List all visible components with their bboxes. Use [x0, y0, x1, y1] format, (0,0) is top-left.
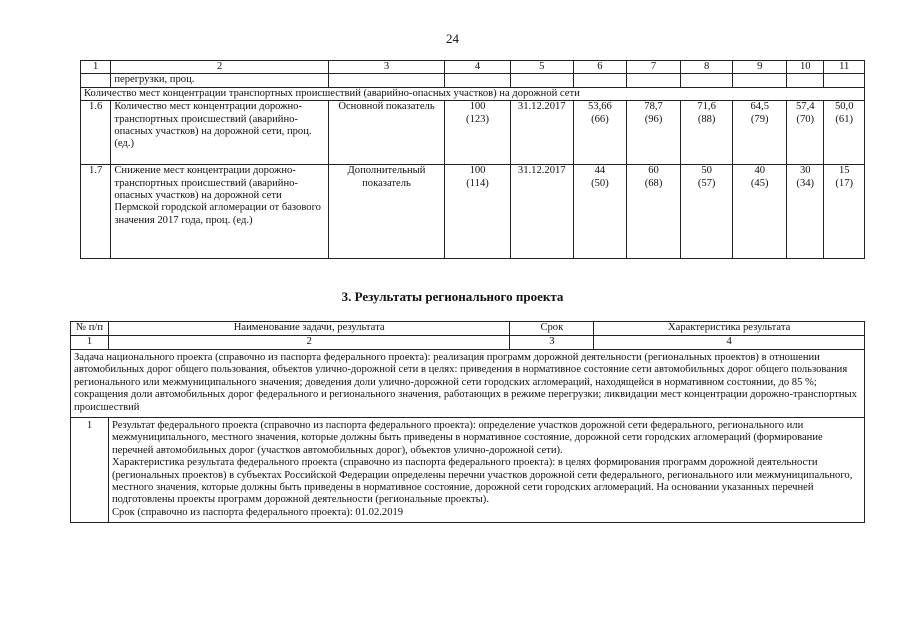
value-cell: 50,0 (61) [824, 101, 865, 165]
continuation-text: перегрузки, проц. [111, 74, 328, 87]
col-number: 2 [108, 336, 509, 350]
indicator-name: Количество мест концентрации дорожно-транспортных происшествий (аварийно-опасных участков) на дорожной сети, проц. (ед.) [111, 101, 328, 165]
value-cell: 40 (45) [733, 165, 787, 259]
value-cell: 57,4 (70) [787, 101, 824, 165]
value-cell: 60 (68) [627, 165, 681, 259]
base-value: 100 (123) [445, 101, 511, 165]
base-value: 100 (114) [445, 165, 511, 259]
result-characteristic: Характеристика результата федерального проекта (справочно из паспорта федерального проекта): в целях формирования программ дорожной деятельности (региональных проектов) в субъектах Российской Федерации определены перечни участков дорожной сети федерального, регионального или межмуниципального, местного значения, которые должны быть приведены в нормативное состояние, дорожной сети городских агломераций. На основании указанных перечней подготовлены проекты программ дорожной деятельности (региональные проекты). [111, 457, 853, 506]
col-number: 11 [824, 61, 865, 74]
col-number: 5 [510, 61, 573, 74]
indicator-type: Дополнительный показатель [328, 165, 444, 259]
col-header: Наименование задачи, результата [108, 322, 509, 336]
task-text: Задача национального проекта (справочно из паспорта федерального проекта): реализация программ дорожной деятельности (региональных проектов) в отношении автомобильных дорог общего пользования, объектов улично-дорожной сети в целях: приведения в нормативное состояние сети автомобильных дорог общего пользования регионального или межмуниципального значения; доведения доли улично-дорожной сети городских агломераций, находящейся в нормативном состоянии, до 85 %; сокращения доли автомобильных дорог федерального и регионального значения, работающих в режиме перегрузки; ликвидации мест концентрации дорожно-транспортных происшествий [71, 350, 865, 418]
column-header-row [71, 322, 865, 336]
base-date: 31.12.2017 [510, 101, 573, 165]
col-header: Срок [510, 322, 594, 336]
column-number-row [81, 61, 865, 74]
value-cell: 50 (57) [680, 165, 733, 259]
col-number: 8 [680, 61, 733, 74]
value-cell: 64,5 (79) [733, 101, 787, 165]
column-number-row [71, 336, 865, 350]
value-cell: 15 (17) [824, 165, 865, 259]
col-number: 1 [81, 61, 111, 74]
table-row [81, 101, 865, 165]
group-title: Количество мест концентрации транспортных происшествий (аварийно-опасных участков) на дорожной сети [81, 87, 865, 100]
col-number: 3 [328, 61, 444, 74]
group-row [81, 87, 865, 100]
value-cell: 44 (50) [573, 165, 627, 259]
result-deadline: Срок (справочно из паспорта федерального проекта): 01.02.2019 [111, 506, 404, 518]
section-title: 3. Результаты регионального проекта [341, 289, 564, 304]
col-number: 9 [733, 61, 787, 74]
col-number: 4 [445, 61, 511, 74]
base-date: 31.12.2017 [510, 165, 573, 259]
value-cell: 78,7 (96) [627, 101, 681, 165]
col-number: 7 [627, 61, 681, 74]
col-number: 10 [787, 61, 824, 74]
result-content [108, 418, 864, 523]
result-description: Результат федерального проекта (справочно из паспорта федерального проекта): определение участков дорожной сети федерального, регионального или межмуниципального, местного значения, которые должны быть приведены в нормативное состояние, дорожной сети городских агломераций (формирование перечней автомобильных дорог (участков автомобильных дорог), объектов улично-дорожной сети). [111, 420, 823, 456]
col-number: 2 [111, 61, 328, 74]
result-number: 1 [71, 418, 109, 523]
col-number: 6 [573, 61, 627, 74]
row-number: 1.6 [81, 101, 111, 165]
indicator-type: Основной показатель [328, 101, 444, 165]
indicators-table [80, 60, 865, 259]
value-cell: 71,6 (88) [680, 101, 733, 165]
value-cell: 53,66 (66) [573, 101, 627, 165]
value-cell: 30 (34) [787, 165, 824, 259]
task-row [71, 350, 865, 418]
result-row [71, 418, 865, 523]
col-header: Характеристика результата [594, 322, 865, 336]
row-number: 1.7 [81, 165, 111, 259]
col-header: № п/п [71, 322, 109, 336]
results-table [70, 321, 865, 523]
indicator-name: Снижение мест концентрации дорожно-транспортных происшествий (аварийно-опасных участков) на дорожной сети Пермской городской агломерации от базового значения 2017 года, проц. (ед.) [111, 165, 328, 259]
col-number: 1 [71, 336, 109, 350]
continuation-row [81, 74, 865, 87]
page-number: 24 [446, 31, 459, 46]
col-number: 4 [594, 336, 865, 350]
col-number: 3 [510, 336, 594, 350]
table-row [81, 165, 865, 259]
